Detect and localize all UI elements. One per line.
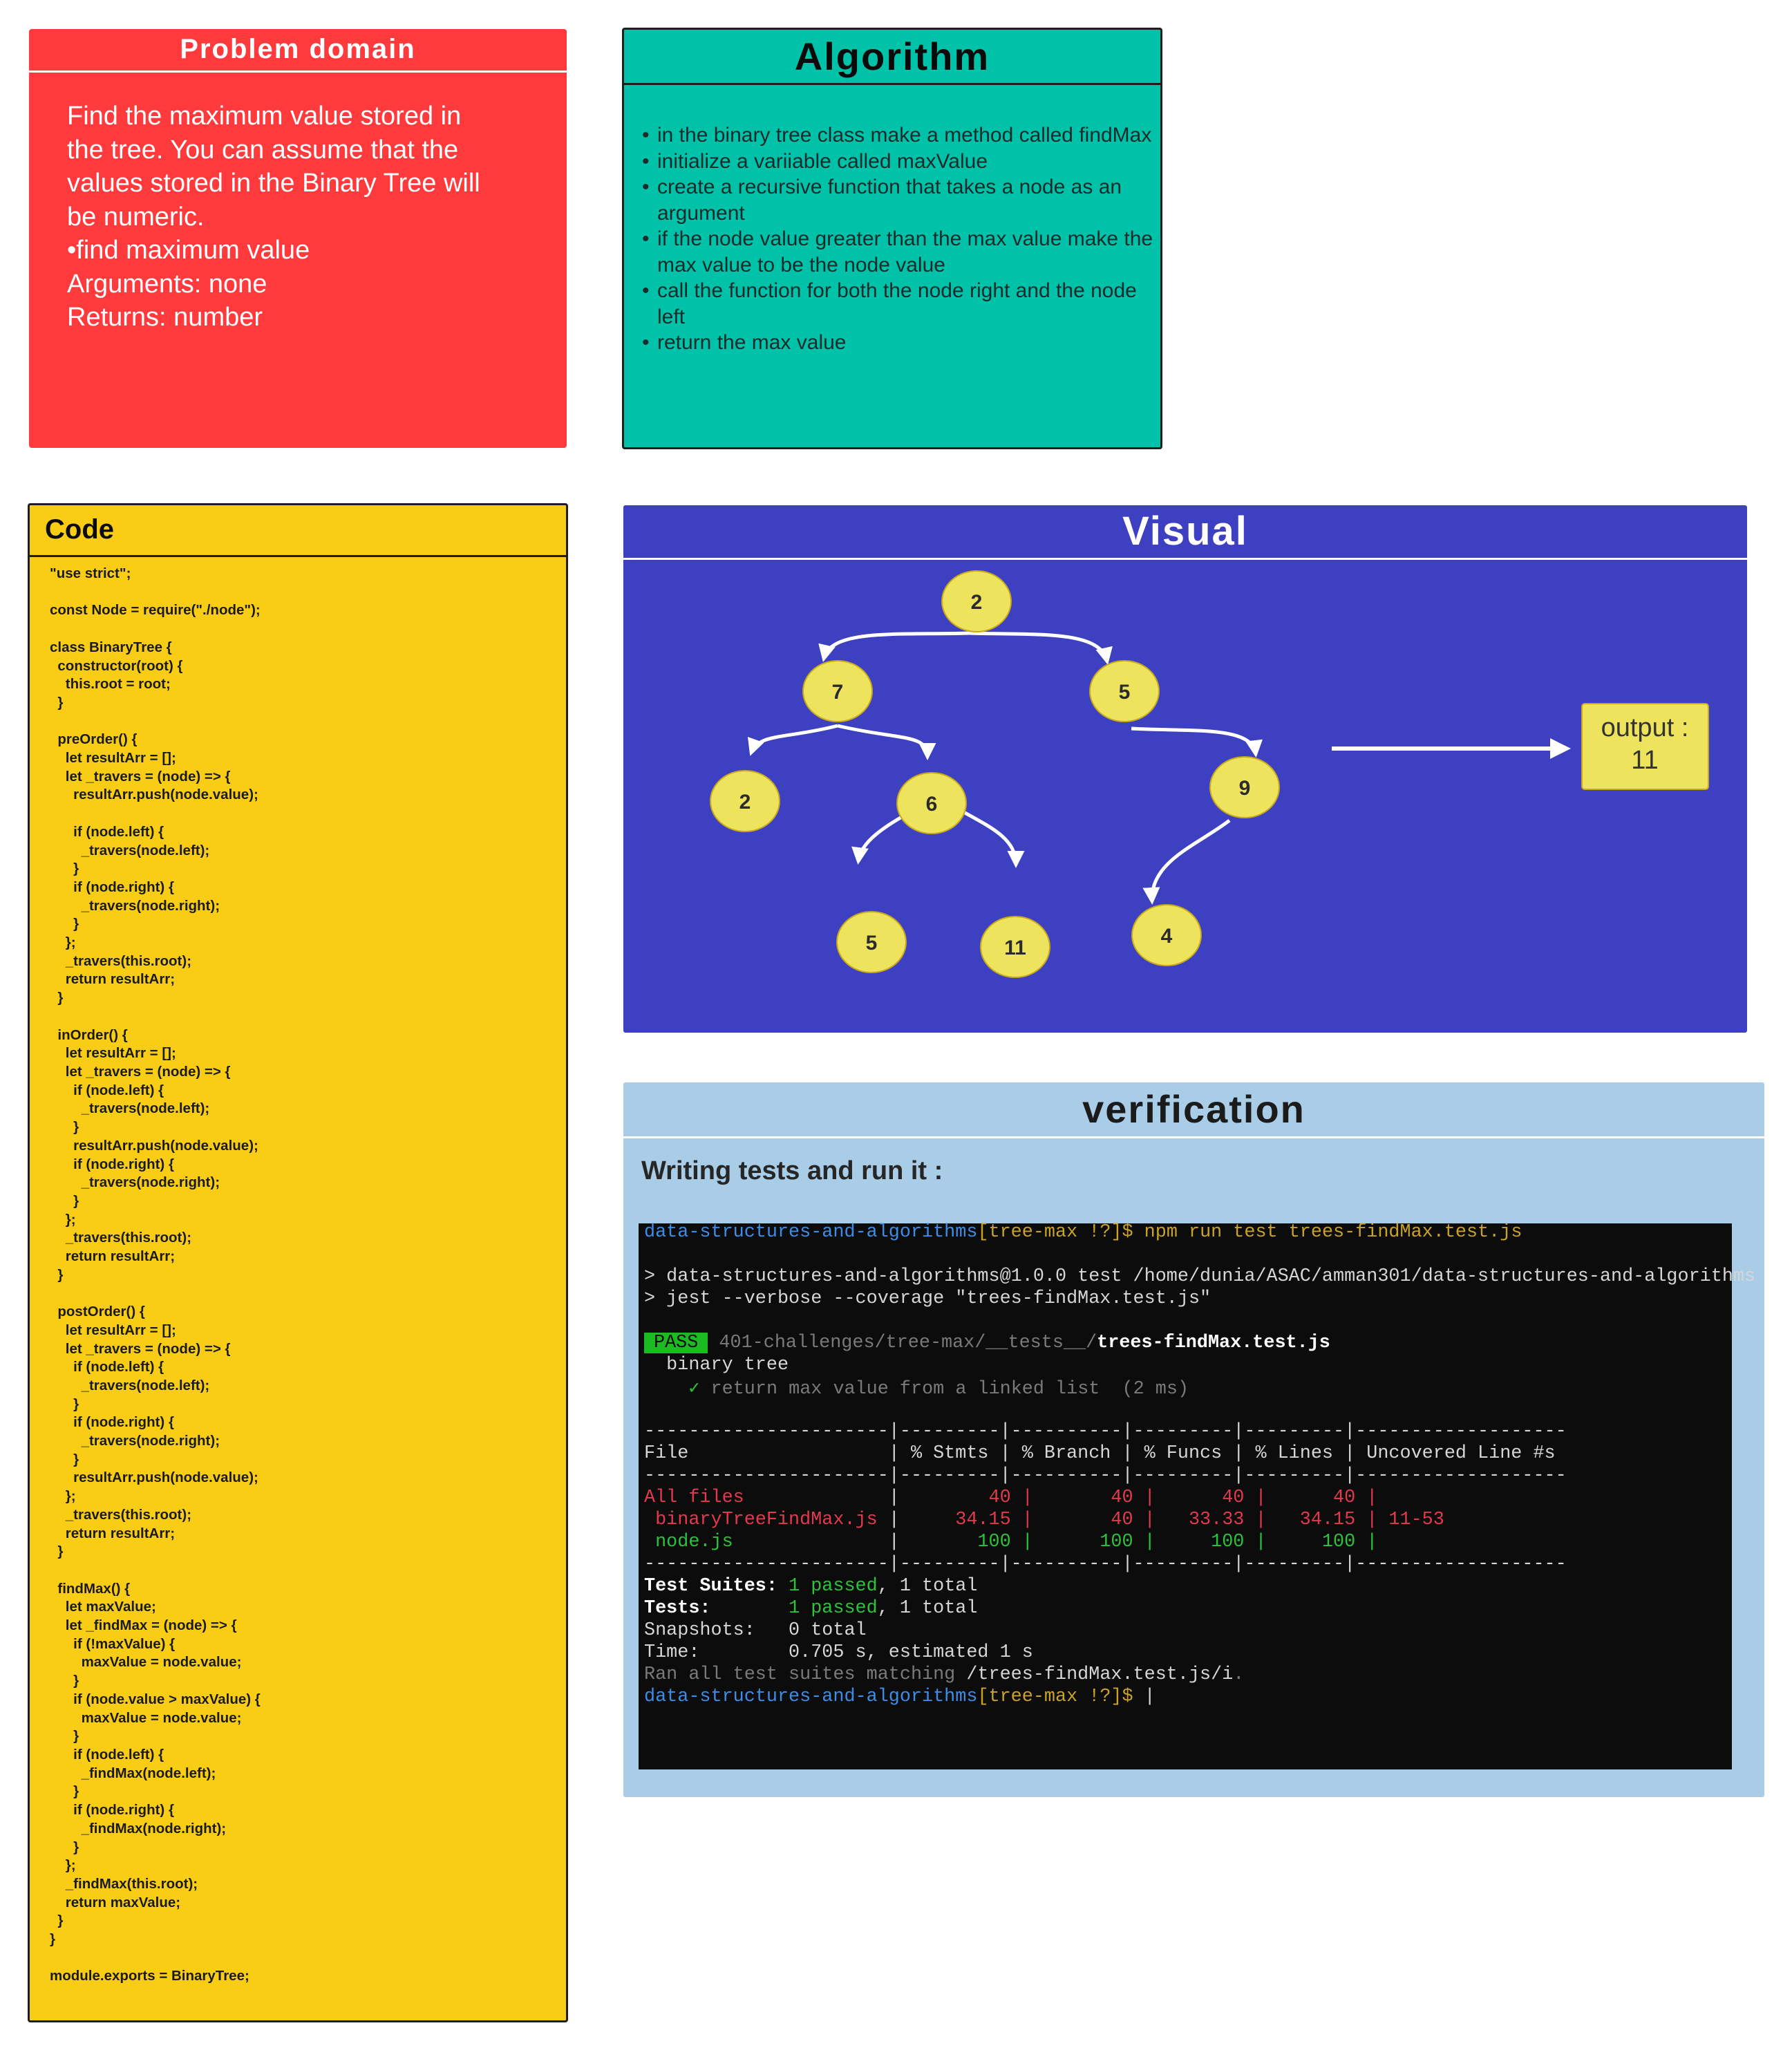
algorithm-title: Algorithm bbox=[794, 34, 990, 78]
terminal-script-line: > jest --verbose --coverage "trees-findMax.test.js" bbox=[644, 1288, 1211, 1309]
algorithm-step: • create a recursive function that takes a node as an argument bbox=[642, 174, 1156, 226]
terminal-command: npm run test trees-findMax.test.js bbox=[1133, 1222, 1522, 1243]
algorithm-step: • if the node value greater than the max value make the max value to be the node value bbox=[642, 226, 1156, 278]
summary-total: , 1 total bbox=[877, 1576, 978, 1597]
algorithm-step: • initialize a variiable called maxValue bbox=[642, 149, 1156, 175]
code-title: Code bbox=[45, 514, 114, 545]
coverage-row-binarytree bbox=[644, 1510, 1444, 1530]
pass-badge: PASS bbox=[644, 1333, 708, 1353]
code-panel bbox=[28, 503, 568, 2022]
tree-node-root-left-label: 7 bbox=[831, 681, 844, 704]
coverage-header: File | % Stmts | % Branch | % Funcs | % Lines | Uncovered Line #s bbox=[644, 1443, 1556, 1464]
terminal-script-line: > data-structures-and-algorithms@1.0.0 test /home/dunia/ASAC/amman301/data-structures-and-algorithms bbox=[644, 1266, 1756, 1287]
summary-time: Time: 0.705 s, estimated 1 s bbox=[644, 1642, 1033, 1663]
tree-node-root-label: 2 bbox=[970, 591, 983, 614]
coverage-row-all bbox=[644, 1487, 1377, 1508]
coverage-file: All files bbox=[644, 1487, 744, 1508]
tree-node-left-left-label: 2 bbox=[739, 791, 751, 814]
output-value: 11 bbox=[1631, 746, 1659, 775]
algorithm-step: • return the max value bbox=[642, 330, 1156, 356]
coverage-row-node bbox=[644, 1532, 1377, 1552]
problem-line: Arguments: none bbox=[67, 269, 267, 299]
summary-label: Tests: bbox=[644, 1598, 789, 1619]
verification-panel bbox=[623, 1082, 1764, 1797]
coverage-pad: | bbox=[744, 1487, 911, 1508]
algorithm-step: • in the binary tree class make a method called findMax bbox=[642, 122, 1156, 149]
coverage-rule: ----------------------|---------|----------|---------|---------|------------------- bbox=[644, 1465, 1567, 1486]
tree-node-lr-left-label: 5 bbox=[865, 932, 878, 955]
summary-passed: 1 passed bbox=[789, 1576, 878, 1597]
summary-tests bbox=[644, 1598, 977, 1619]
ran-pattern: /trees-findMax.test.js/i bbox=[966, 1664, 1234, 1685]
code-divider bbox=[30, 555, 566, 557]
problem-line: the tree. You can assume that the bbox=[67, 135, 459, 165]
edge-left-left bbox=[751, 726, 838, 753]
summary-suites bbox=[644, 1576, 977, 1597]
summary-ran bbox=[644, 1664, 1244, 1685]
verification-divider bbox=[623, 1136, 1764, 1138]
test-path: 401-challenges/tree-max/__tests__/ bbox=[708, 1333, 1097, 1353]
test-file: trees-findMax.test.js bbox=[1097, 1333, 1330, 1353]
prompt-dir: data-structures-and-algorithms bbox=[644, 1222, 978, 1243]
visual-title: Visual bbox=[1122, 508, 1248, 554]
problem-domain-title: Problem domain bbox=[180, 33, 416, 64]
terminal-describe-line: binary tree bbox=[644, 1355, 789, 1375]
edge-right-right bbox=[1131, 729, 1256, 754]
problem-line: Find the maximum value stored in bbox=[67, 102, 462, 131]
coverage-values: 40 | 40 | 40 | 40 | bbox=[910, 1487, 1378, 1508]
algorithm-step: • call the function for both the node right and the node left bbox=[642, 278, 1156, 330]
edge-rr-left bbox=[1152, 820, 1229, 901]
terminal-pass-line bbox=[644, 1333, 1330, 1353]
tree-diagram bbox=[623, 505, 1747, 1033]
problem-line: Returns: number bbox=[67, 303, 263, 332]
coverage-rule: ----------------------|---------|----------|---------|---------|------------------- bbox=[644, 1554, 1567, 1575]
code-listing: "use strict"; const Node = require("./node"); class BinaryTree { constructor(root) { this.root = root; } preOrder() { let resultArr = []; let _travers = (node) => { resultArr.push(node.value); if (node.left) { _travers(node.left); } if (node.right) { _travers(node.right); } }; _travers(this.root); return resultArr; } inOrder() { let resultArr = []; let _travers = (node) => { if (node.left) { _travers(node.left); } resultArr.push(node.value); if (node.right) { _travers(node.right); } }; _travers(this.root); return resultArr; } postOrder() { let resultArr = []; let _travers = (node) => { if (node.left) { _travers(node.left); } if (node.right) { _travers(node.right); } resultArr.push(node.value); }; _travers(this.root); return resultArr; } findMax() { let maxValue; let _findMax = (node) => { if (!maxValue) { maxValue = node.value; } if (node.value > maxValue) { maxValue = node.value; } if (node.left) { _findMax(node.left); } if (node.right) { _findMax(node.right); } }; _findMax(this.root); return maxValue; } } module.exports = BinaryTree; bbox=[50, 565, 261, 1984]
terminal-window bbox=[639, 1222, 1756, 1769]
terminal-cursor: | bbox=[1133, 1687, 1156, 1707]
summary-total: , 1 total bbox=[877, 1598, 978, 1619]
algorithm-panel bbox=[622, 28, 1162, 449]
tree-node-lr-right-label: 11 bbox=[1004, 937, 1026, 959]
prompt-branch: [tree-max !?]$ bbox=[977, 1687, 1133, 1707]
prompt-branch: [tree-max !?]$ bbox=[977, 1222, 1133, 1243]
tree-node-right-right-label: 9 bbox=[1238, 777, 1251, 800]
ran-prefix: Ran all test suites matching bbox=[644, 1664, 967, 1685]
problem-domain-divider bbox=[29, 71, 567, 73]
edge-root-left bbox=[824, 633, 969, 659]
coverage-values: 100 | 100 | 100 | 100 | bbox=[910, 1532, 1378, 1552]
verification-subtitle: Writing tests and run it : bbox=[641, 1156, 943, 1185]
edge-left-right bbox=[838, 726, 927, 757]
algorithm-divider bbox=[624, 83, 1160, 85]
test-name: return max value from a linked list (2 ms) bbox=[699, 1379, 1189, 1400]
coverage-file: node.js bbox=[644, 1532, 733, 1552]
terminal-command-line bbox=[644, 1222, 1522, 1243]
tree-node-rr-left-label: 4 bbox=[1160, 925, 1173, 948]
problem-line: •find maximum value bbox=[67, 236, 310, 265]
summary-snapshots: Snapshots: 0 total bbox=[644, 1620, 867, 1641]
summary-passed: 1 passed bbox=[789, 1598, 878, 1619]
problem-line: be numeric. bbox=[67, 202, 205, 232]
algorithm-steps bbox=[642, 122, 1156, 356]
check-icon: ✓ bbox=[644, 1379, 700, 1400]
tree-node-root-right-label: 5 bbox=[1118, 681, 1131, 704]
prompt-dir: data-structures-and-algorithms bbox=[644, 1687, 978, 1707]
coverage-file: binaryTreeFindMax.js bbox=[644, 1510, 878, 1530]
visual-panel bbox=[623, 505, 1747, 1033]
coverage-rule: ----------------------|---------|----------|---------|---------|------------------- bbox=[644, 1421, 1567, 1442]
tree-node-left-right-label: 6 bbox=[925, 793, 938, 816]
summary-label: Test Suites: bbox=[644, 1576, 789, 1597]
terminal-test-line bbox=[644, 1377, 1189, 1400]
ran-suffix: . bbox=[1233, 1664, 1245, 1685]
edge-root-right bbox=[969, 633, 1107, 661]
output-label: output : bbox=[1601, 713, 1689, 742]
problem-domain-panel bbox=[29, 29, 567, 448]
verification-title: verification bbox=[1082, 1087, 1305, 1131]
problem-line: values stored in the Binary Tree will bbox=[67, 169, 480, 198]
coverage-values: 34.15 | 40 | 33.33 | 34.15 | 11-53 bbox=[910, 1510, 1444, 1530]
coverage-pad: | bbox=[733, 1532, 911, 1552]
coverage-pad: | bbox=[877, 1510, 911, 1530]
problem-domain-text bbox=[67, 100, 539, 335]
terminal-final-prompt[interactable] bbox=[644, 1687, 1156, 1707]
